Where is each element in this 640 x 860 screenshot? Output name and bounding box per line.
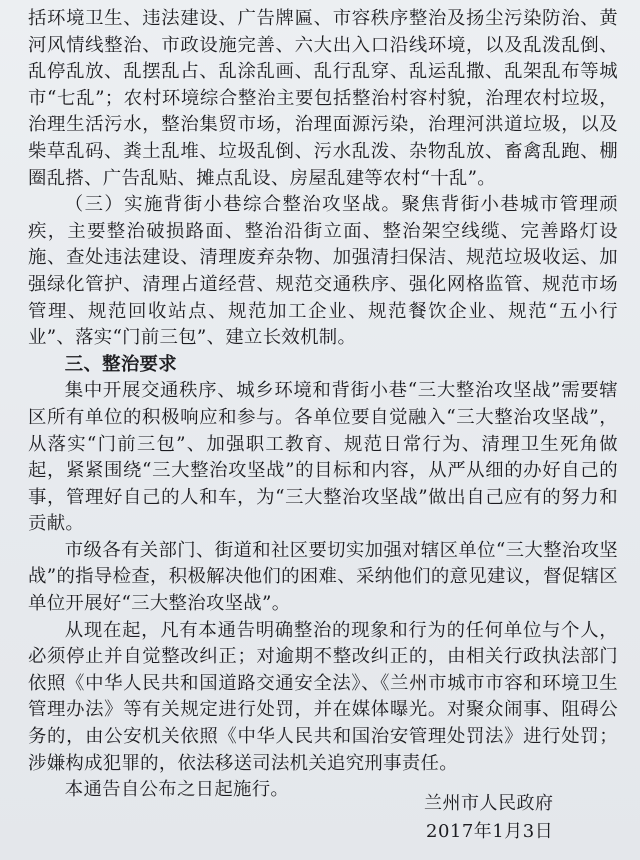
signature-organization: 兰州市人民政府 (424, 793, 554, 814)
paragraph-department-guidance: 市级各有关部门、街道和社区要切实加强对辖区单位“三大整治攻坚战”的指导检查，积极解决他们的困难、采纳他们的意见建议，督促辖区单位开展好“三大整治攻坚战”。 (28, 539, 618, 615)
paragraph-unit-participation: 集中开展交通秩序、城乡环境和背街小巷“三大整治攻坚战”需要辖区所有单位的积极响应和参与。各单位要自觉融入“三大整治攻坚战”，从落实“门前三包”、加强职工教育、规范日常行为、清理卫生死角做起，紧紧围绕“三大整治攻坚战”的目标和内容，从严从细的办好自己的事，管理好自己的人和车，为“三大整治攻坚战”做出自己应有的努力和贡献。 (28, 380, 618, 535)
paragraph-effective-date: 本通告自公布之日起施行。 (64, 779, 290, 801)
paragraph-environment-scope: 括环境卫生、违法建设、广告牌匾、市容秩序整治及扬尘污染防治、黄河风情线整治、市政设施完善、六大出入口沿线环境，以及乱泼乱倒、乱停乱放、乱摆乱占、乱涂乱画、乱行乱穿、乱运乱撒、乱架乱布等城市“七乱”；农村环境综合整治主要包括整治村容村貌，治理农村垃圾，治理生活污水，整治集贸市场，治理面源污染，治理河洪道垃圾，以及柴草乱码、粪土乱堆、垃圾乱倒、污水乱泼、杂物乱放、畜禽乱跑、棚圈乱搭、广告乱贴、摊点乱设、房屋乱建等农村“十乱”。 (28, 8, 618, 189)
paragraph-back-alley-campaign: （三）实施背街小巷综合整治攻坚战。聚焦背街小巷城市管理顽疾，主要整治破损路面、整治沿街立面、整治架空线缆、完善路灯设施、查处违法建设、清理废弃杂物、加强清扫保洁、规范垃圾收运、加强绿化管护、清理占道经营、规范交通秩序、强化网格监管、规范市场管理、规范回收站点、规范加工企业、规范餐饮企业、规范“五小行业”、落实“门前三包”、建立长效机制。 (28, 194, 618, 349)
section-heading-requirements: 三、整治要求 (64, 353, 177, 375)
paragraph-enforcement: 从现在起，凡有本通告明确整治的现象和行为的任何单位与个人，必须停止并自觉整改纠正；对逾期不整改纠正的，由相关行政执法部门依照《中华人民共和国道路交通安全法》、《兰州市城市市容和环境卫生管理办法》等有关规定进行处罚，并在媒体曝光。对聚众闹事、阻碍公务的，由公安机关依照《中华人民共和国治安管理处罚法》进行处罚；涉嫌构成犯罪的，依法移送司法机关追究刑事责任。 (28, 619, 618, 774)
signature-block (424, 790, 554, 846)
signature-date: 2017年1月3日 (426, 821, 554, 842)
